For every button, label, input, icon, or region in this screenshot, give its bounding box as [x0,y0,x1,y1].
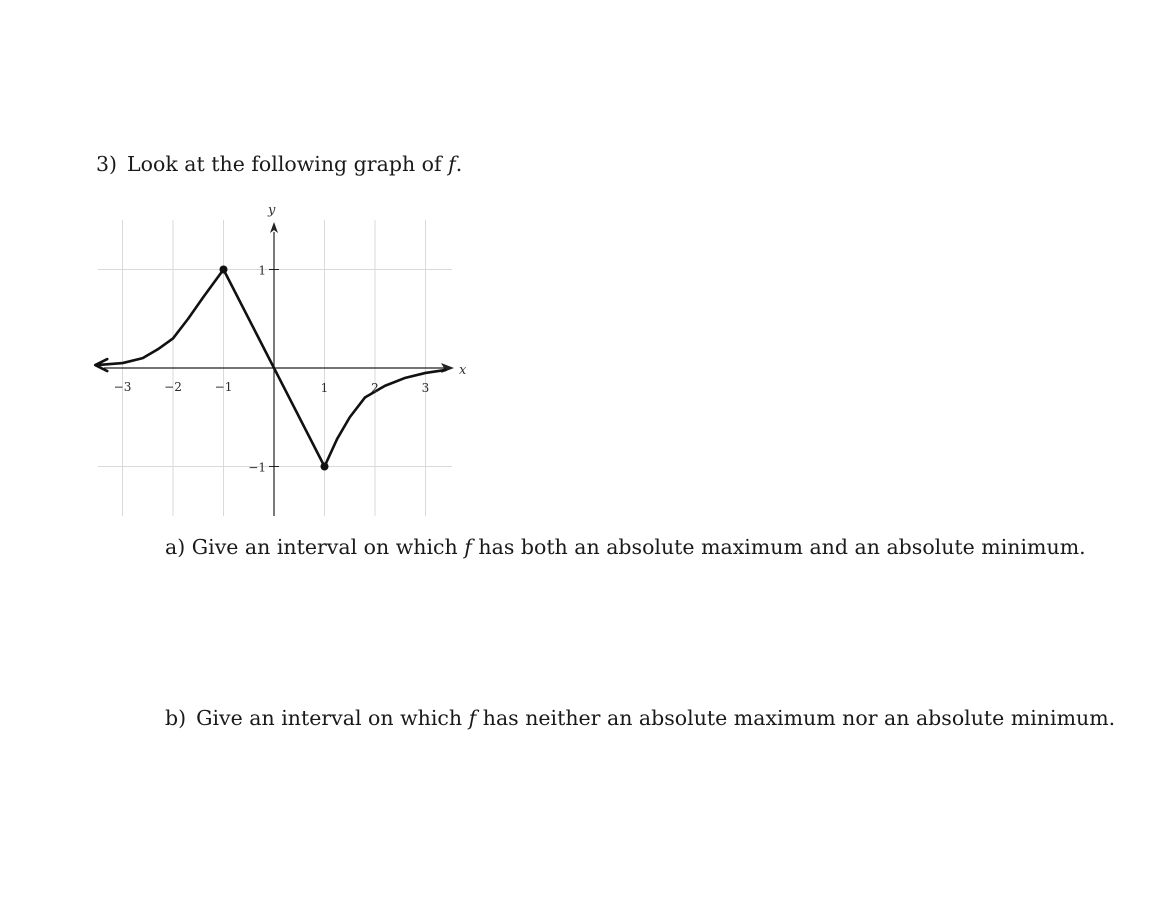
x-tick-label: 2 [371,381,379,395]
closed-point [220,266,228,274]
question-b-text-start: Give an interval on which [196,706,463,730]
x-tick-label: 3 [421,381,430,395]
x-tick-label: −3 [113,380,132,394]
problem-number: 3) [96,152,118,176]
closed-point [321,463,329,471]
x-axis-label: x [459,363,467,378]
x-tick-label: −2 [164,380,182,394]
question-a-text-end: has both an absolute maximum and an absolute minimum. [478,535,1086,559]
y-axis-arrow [270,222,278,233]
question-b-function: f [468,706,477,730]
question-a [165,535,1086,559]
question-a-function: f [464,535,472,559]
tick-labels [114,203,467,475]
axes [104,222,454,516]
x-tick-label: 1 [320,381,329,395]
question-a-text-start: Give an interval on which [191,535,458,559]
y-axis-label: y [268,203,276,218]
question-a-label: a) [165,535,186,559]
x-tick-label: −1 [214,380,233,394]
question-b [165,706,1115,730]
question-b-label: b) [165,706,187,730]
prompt-period: . [455,152,463,176]
y-tick-label: −1 [248,460,266,475]
function-name: f [448,152,456,176]
question-b-text-end: has neither an absolute maximum nor an absolute minimum. [482,706,1116,730]
prompt-text: Look at the following graph of [127,152,442,176]
y-tick-label: 1 [258,263,266,278]
